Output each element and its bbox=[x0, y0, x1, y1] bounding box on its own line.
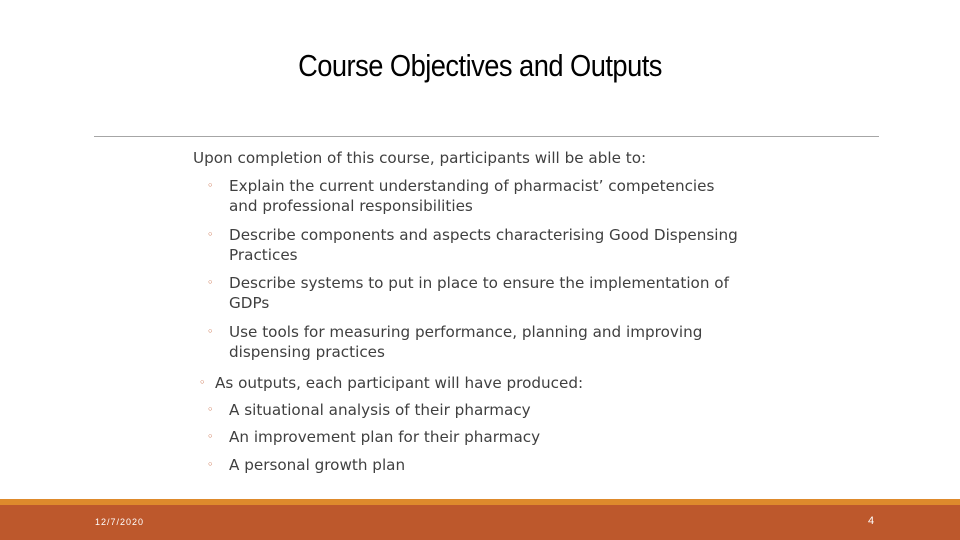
bullet-icon: ◦ bbox=[199, 376, 206, 389]
bullet-icon: ◦ bbox=[207, 179, 214, 192]
title-divider bbox=[94, 136, 879, 137]
objective-line: GDPs bbox=[229, 294, 270, 312]
page-number: 4 bbox=[868, 515, 875, 527]
objective-item bbox=[207, 176, 715, 216]
objective-line: Describe components and aspects characterising Good Dispensing bbox=[229, 226, 738, 244]
objective-line: Describe systems to put in place to ensure the implementation of bbox=[229, 274, 729, 292]
objective-line: dispensing practices bbox=[229, 343, 385, 361]
output-text: A situational analysis of their pharmacy bbox=[229, 401, 531, 419]
objective-item bbox=[207, 322, 703, 362]
outputs-heading-text: As outputs, each participant will have produced: bbox=[215, 374, 584, 392]
objective-line: Practices bbox=[229, 246, 298, 264]
footer-date: 12/7/2020 bbox=[95, 517, 145, 527]
bullet-icon: ◦ bbox=[207, 228, 214, 241]
bullet-icon: ◦ bbox=[207, 276, 214, 289]
objective-line: Use tools for measuring performance, planning and improving bbox=[229, 323, 703, 341]
objective-item bbox=[207, 225, 738, 265]
bullet-icon: ◦ bbox=[207, 430, 214, 443]
output-item bbox=[207, 427, 541, 447]
slide-title: Course Objectives and Outputs bbox=[298, 48, 662, 83]
objective-line: Explain the current understanding of pharmacist’ competencies bbox=[229, 177, 715, 195]
bullet-icon: ◦ bbox=[207, 458, 214, 471]
bullet-icon: ◦ bbox=[207, 403, 214, 416]
output-item bbox=[207, 455, 406, 475]
outputs-heading bbox=[199, 373, 584, 393]
objective-item bbox=[207, 273, 729, 313]
objective-line: and professional responsibilities bbox=[229, 197, 473, 215]
output-text: A personal growth plan bbox=[229, 456, 406, 474]
output-item bbox=[207, 400, 531, 420]
intro-text: Upon completion of this course, participants will be able to: bbox=[193, 149, 647, 167]
output-text: An improvement plan for their pharmacy bbox=[229, 428, 541, 446]
bullet-icon: ◦ bbox=[207, 325, 214, 338]
